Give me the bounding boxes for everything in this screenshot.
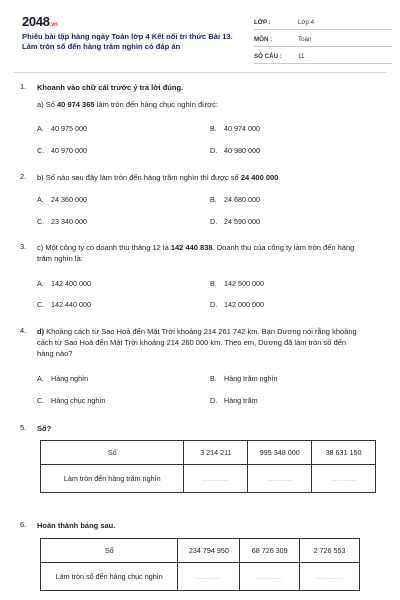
option-a[interactable]: A. 40 975 000 (37, 124, 87, 133)
table-header-rounded: Làm tròn số đến hàng chục nghìn (41, 563, 178, 591)
option-a[interactable]: A. 142 400 000 (37, 279, 91, 288)
question-4: 4. d) Khoảng cách từ Sao Hoả đến Mặt Trời khoảng 214 261 742 km. Bạn Dương nói rằng khoảng cách từ Sao Hoả đến Mặt Trời khoảng 214 260 000 km. Theo em, Dương đã làm tròn số đến hàng nào? A. Hàng nghìn B. Hàng trăm nghìn C. Hàng chục nghìn D. Hàng trăm (20, 326, 380, 412)
table-cell: 2 726 553 (300, 539, 360, 563)
question-5: 5. Số? (20, 423, 52, 433)
table-header-number: Số (41, 539, 178, 563)
table-row (41, 539, 360, 563)
table-cell: 234 794 950 (178, 539, 240, 563)
option-c[interactable]: C. Hàng chục nghìn (37, 396, 106, 405)
option-d[interactable]: D. Hàng trăm (210, 396, 258, 405)
meta-row-count: SỐ CÂU : 11 (254, 50, 392, 64)
question-1: 1. Khoanh vào chữ cái trước ý trả lời đúng. a) Số 40 974 365 làm tròn đến hàng chục nghìn được: A. 40 975 000 B. 40 974 000 C. 40 970 000 D. 40 980 000 (20, 82, 380, 162)
option-b[interactable]: B. 24 680 000 (210, 195, 260, 204)
table-row (41, 441, 376, 465)
option-d[interactable]: D. 142 000 000 (210, 300, 264, 309)
table-row (41, 465, 376, 493)
question-4-text: d) Khoảng cách từ Sao Hoả đến Mặt Trời khoảng 214 261 742 km. Bạn Dương nói rằng khoảng cách từ Sao Hoả đến Mặt Trời khoảng 214 260 000 km. Theo em, Dương đã làm tròn số đến hàng nào? (37, 327, 357, 358)
worksheet-title: Phiếu bài tập hàng ngày Toán lớp 4 Kết nối tri thức Bài 13. Làm tròn số đến hàng trăm nghìn có đáp án (22, 32, 233, 51)
question-5-title: Số? (37, 424, 52, 433)
question-1-title: Khoanh vào chữ cái trước ý trả lời đúng. (37, 83, 184, 92)
question-5-table (40, 440, 376, 493)
answer-blank[interactable]: ............ (312, 465, 376, 493)
question-6-table (40, 538, 360, 591)
table-header-rounded: Làm tròn đến hàng trăm nghìn (41, 465, 184, 493)
option-d[interactable]: D. 40 980 000 (210, 146, 260, 155)
question-6: 6. Hoàn thành bảng sau. (20, 520, 116, 530)
option-c[interactable]: C. 142 440 000 (37, 300, 91, 309)
meta-row-subject: MÔN : Toán (254, 33, 392, 47)
question-1-sub: a) Số 40 974 365 làm tròn đến hàng chục nghìn được: (37, 100, 218, 109)
table-cell: 68 726 309 (240, 539, 300, 563)
option-b[interactable]: B. Hàng trăm nghìn (210, 374, 278, 383)
table-header-number: Số (41, 441, 184, 465)
question-6-title: Hoàn thành bảng sau. (37, 521, 116, 530)
table-cell: 3 214 211 (184, 441, 248, 465)
option-c[interactable]: C. 40 970 000 (37, 146, 87, 155)
table-cell: 995 348 000 (248, 441, 312, 465)
question-2: 2. b) Số nào sau đây làm tròn đến hàng trăm nghìn thì được số 24 400 000 A. 24 360 000 B. 24 680 000 C. 23 340 000 D. 24 590 000 (20, 172, 380, 232)
answer-blank[interactable]: ............ (240, 563, 300, 591)
answer-blank[interactable]: ............ (248, 465, 312, 493)
table-cell: 38 631 150 (312, 441, 376, 465)
option-a[interactable]: A. 24 360 000 (37, 195, 87, 204)
option-a[interactable]: A. Hàng nghìn (37, 374, 89, 383)
option-b[interactable]: B. 142 500 000 (210, 279, 264, 288)
header-divider (14, 72, 386, 73)
meta-row-class: LỚP : Lớp 4 (254, 16, 392, 30)
option-c[interactable]: C. 23 340 000 (37, 217, 87, 226)
question-3-text: c) Một công ty có doanh thu tháng 12 là 142 440 838. Doanh thu của công ty làm tròn đến hàng trăm nghìn là: (37, 243, 355, 263)
question-3: 3. c) Một công ty có doanh thu tháng 12 là 142 440 838. Doanh thu của công ty làm tròn đến hàng trăm nghìn là: A. 142 400 000 B. 142 500 000 C. 142 440 000 D. 142 000 000 (20, 242, 380, 312)
worksheet-meta (254, 16, 392, 67)
worksheet-header (14, 12, 386, 74)
answer-blank[interactable]: ............ (300, 563, 360, 591)
option-b[interactable]: B. 40 974 000 (210, 124, 260, 133)
question-2-text: b) Số nào sau đây làm tròn đến hàng trăm nghìn thì được số 24 400 000 (37, 173, 279, 182)
site-logo[interactable]: 2048.vn (22, 14, 58, 29)
table-row (41, 563, 360, 591)
answer-blank[interactable]: ............ (178, 563, 240, 591)
answer-blank[interactable]: ............ (184, 465, 248, 493)
option-d[interactable]: D. 24 590 000 (210, 217, 260, 226)
